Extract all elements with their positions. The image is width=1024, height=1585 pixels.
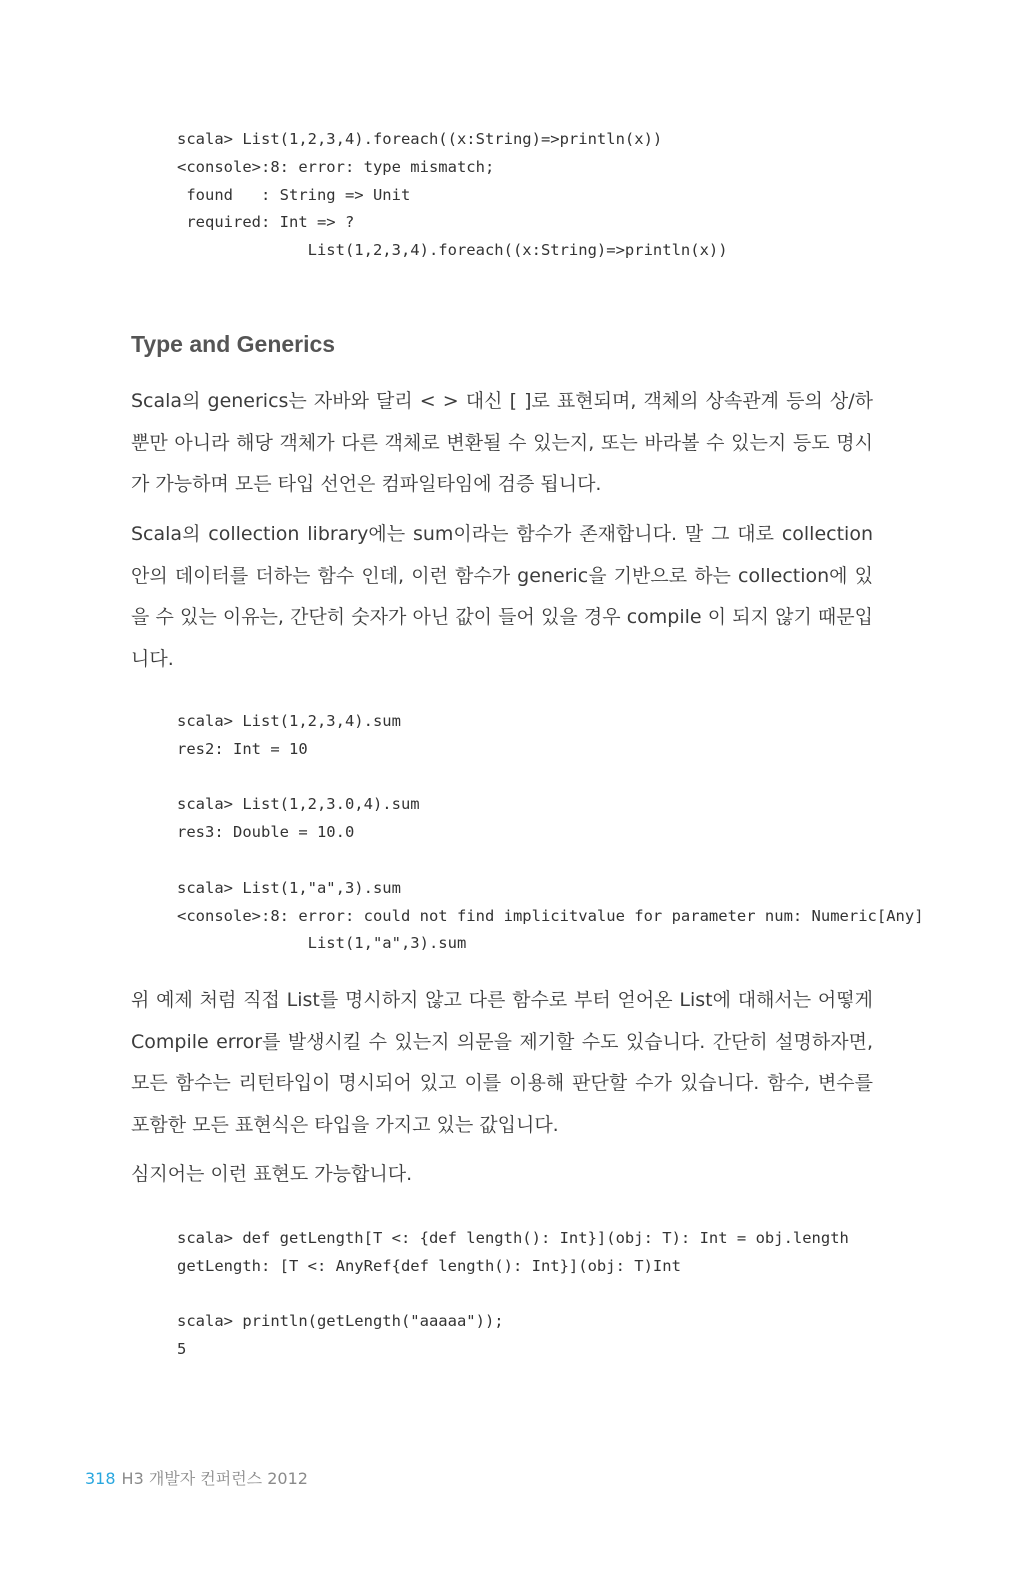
page-footer: [85, 1466, 308, 1489]
code-line: getLength: [T <: AnyRef{def length(): Int}](obj: T)Int: [177, 1256, 681, 1275]
code-block-sum: [177, 708, 924, 958]
code-line: 5: [177, 1340, 187, 1359]
code-line: List(1,"a",3).sum: [177, 934, 467, 953]
code-line: res2: Int = 10: [177, 739, 308, 758]
code-line: scala> List(1,"a",3).sum: [177, 878, 401, 897]
code-line: [177, 847, 924, 875]
page-number: 318: [85, 1469, 116, 1488]
code-line: List(1,2,3,4).foreach((x:String)=>println(x)): [177, 241, 728, 260]
code-line: required: Int => ?: [177, 213, 355, 232]
code-line: found : String => Unit: [177, 185, 411, 204]
paragraph-expression: 심지어는 이런 표현도 가능합니다.: [131, 1163, 413, 1185]
code-line: scala> List(1,2,3,4).sum: [177, 712, 401, 730]
code-block-foreach-error: [177, 126, 728, 265]
code-line: res3: Double = 10.0: [177, 823, 355, 842]
code-block-getlength: [177, 1225, 849, 1364]
code-line: [177, 1281, 849, 1309]
code-line: scala> println(getLength("aaaaa"));: [177, 1312, 504, 1331]
code-line: scala> List(1,2,3,4).foreach((x:String)=>println(x)): [177, 130, 663, 148]
code-line: scala> def getLength[T <: {def length(): Int}](obj: T): Int = obj.length: [177, 1229, 849, 1247]
paragraph-generics: Scala의 generics는 자바와 달리 < > 대신 [ ]로 표현되며, 객체의 상속관계 등의 상/하 뿐만 아니라 해당 객체가 다른 객체로 변환될 수 있는지, 또는 바라볼 수 있는지 등도 명시가 가능하며 모든 타입 선언은 컴파일타임에 검증 됩니다.: [131, 390, 873, 495]
code-line: [177, 764, 924, 792]
code-line: <console>:8: error: could not find implicitvalue for parameter num: Numeric[Any]: [177, 906, 924, 925]
book-title: H3 개발자 컨퍼런스 2012: [121, 1469, 308, 1488]
code-line: <console>:8: error: type mismatch;: [177, 157, 495, 176]
paragraph-sum: Scala의 collection library에는 sum이라는 함수가 존재합니다. 말 그 대로 collection 안의 데이터를 더하는 함수 인데, 이런 함수가 generic을 기반으로 하는 collection에 있을 수 있는 이유는, 간단히 숫자가 아닌 값이 들어 있을 경우 compile 이 되지 않기 때문입니다.: [131, 523, 873, 670]
paragraph-compile-error: 위 예제 처럼 직접 List를 명시하지 않고 다른 함수로 부터 얻어온 List에 대해서는 어떻게 Compile error를 발생시킬 수 있는지 의문을 제기할 수도 있습니다. 간단히 설명하자면, 모든 함수는 리턴타입이 명시되어 있고 이를 이용해 판단할 수가 있습니다. 함수, 변수를 포함한 모든 표현식은 타입을 가지고 있는 값입니다.: [131, 989, 873, 1136]
code-line: scala> List(1,2,3.0,4).sum: [177, 795, 420, 814]
section-heading: Type and Generics: [131, 331, 336, 357]
